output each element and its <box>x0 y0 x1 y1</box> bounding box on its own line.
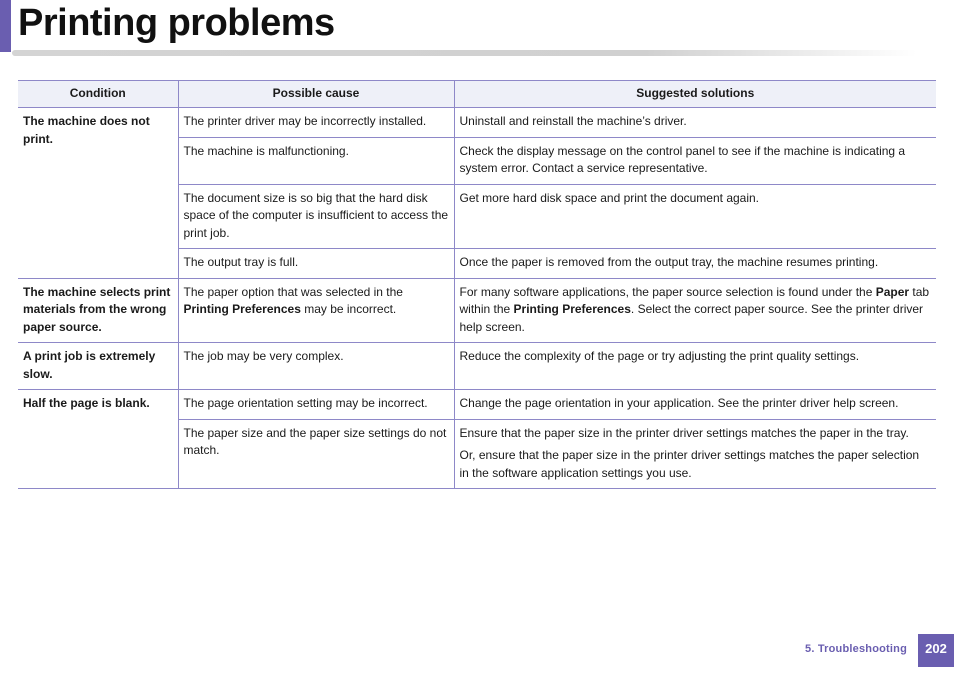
solution-cell: Change the page orientation in your application. See the printer driver help screen. <box>454 390 936 420</box>
solution-cell: Uninstall and reinstall the machine’s driver. <box>454 108 936 138</box>
title-divider <box>12 50 917 56</box>
solution-cell: Check the display message on the control panel to see if the machine is indicating a system error. Contact a service representative. <box>454 137 936 184</box>
cause-text: may be incorrect. <box>300 302 397 316</box>
condition-cell: Half the page is blank. <box>18 390 178 489</box>
cause-cell <box>178 278 454 343</box>
solution-text: For many software applications, the paper source selection is found under the <box>459 284 876 299</box>
cause-cell: The document size is so big that the hard disk space of the computer is insufficient to access the print job. <box>178 184 454 249</box>
header-suggested-solutions: Suggested solutions <box>454 81 936 108</box>
cause-cell: The page orientation setting may be incorrect. <box>178 390 454 420</box>
header-possible-cause: Possible cause <box>178 81 454 108</box>
condition-cell: A print job is extremely slow. <box>18 343 178 390</box>
footer-section-label: 5. Troubleshooting <box>805 643 907 655</box>
table-row <box>18 390 936 420</box>
cause-cell: The printer driver may be incorrectly installed. <box>178 108 454 138</box>
cause-text: The paper option that was selected in the <box>183 284 403 299</box>
solution-cell: Get more hard disk space and print the document again. <box>454 184 936 249</box>
header-condition: Condition <box>18 81 178 108</box>
cause-emphasis: Printing Preferences <box>183 302 301 316</box>
solution-cell <box>454 278 936 343</box>
solution-emphasis: Paper <box>875 284 910 299</box>
solution-emphasis: Printing Preferences <box>513 302 631 316</box>
solution-text: tab within the <box>459 284 930 316</box>
cause-cell: The job may be very complex. <box>178 343 454 390</box>
table-header-row <box>18 81 936 108</box>
condition-cell: The machine selects print materials from the wrong paper source. <box>18 278 178 343</box>
solution-paragraph: Or, ensure that the paper size in the printer driver settings matches the paper selection in the software application settings you use. <box>459 448 920 480</box>
page-title: Printing problems <box>18 2 335 44</box>
cause-cell: The output tray is full. <box>178 249 454 279</box>
solution-cell: Reduce the complexity of the page or try adjusting the print quality settings. <box>454 343 936 390</box>
table-row <box>18 108 936 138</box>
table-row <box>18 343 936 390</box>
solution-cell <box>454 419 936 489</box>
troubleshooting-table <box>18 80 936 489</box>
solution-text: . Select the correct paper source. See the printer driver help screen. <box>459 302 924 334</box>
cause-cell: The machine is malfunctioning. <box>178 137 454 184</box>
cause-cell: The paper size and the paper size settings do not match. <box>178 419 454 489</box>
condition-cell: The machine does not print. <box>18 108 178 279</box>
solution-paragraph: Ensure that the paper size in the printer driver settings matches the paper in the tray. <box>459 425 909 440</box>
solution-cell: Once the paper is removed from the output tray, the machine resumes printing. <box>454 249 936 279</box>
page-number: 202 <box>918 634 954 667</box>
accent-bar <box>0 0 11 52</box>
table-row <box>18 278 936 343</box>
